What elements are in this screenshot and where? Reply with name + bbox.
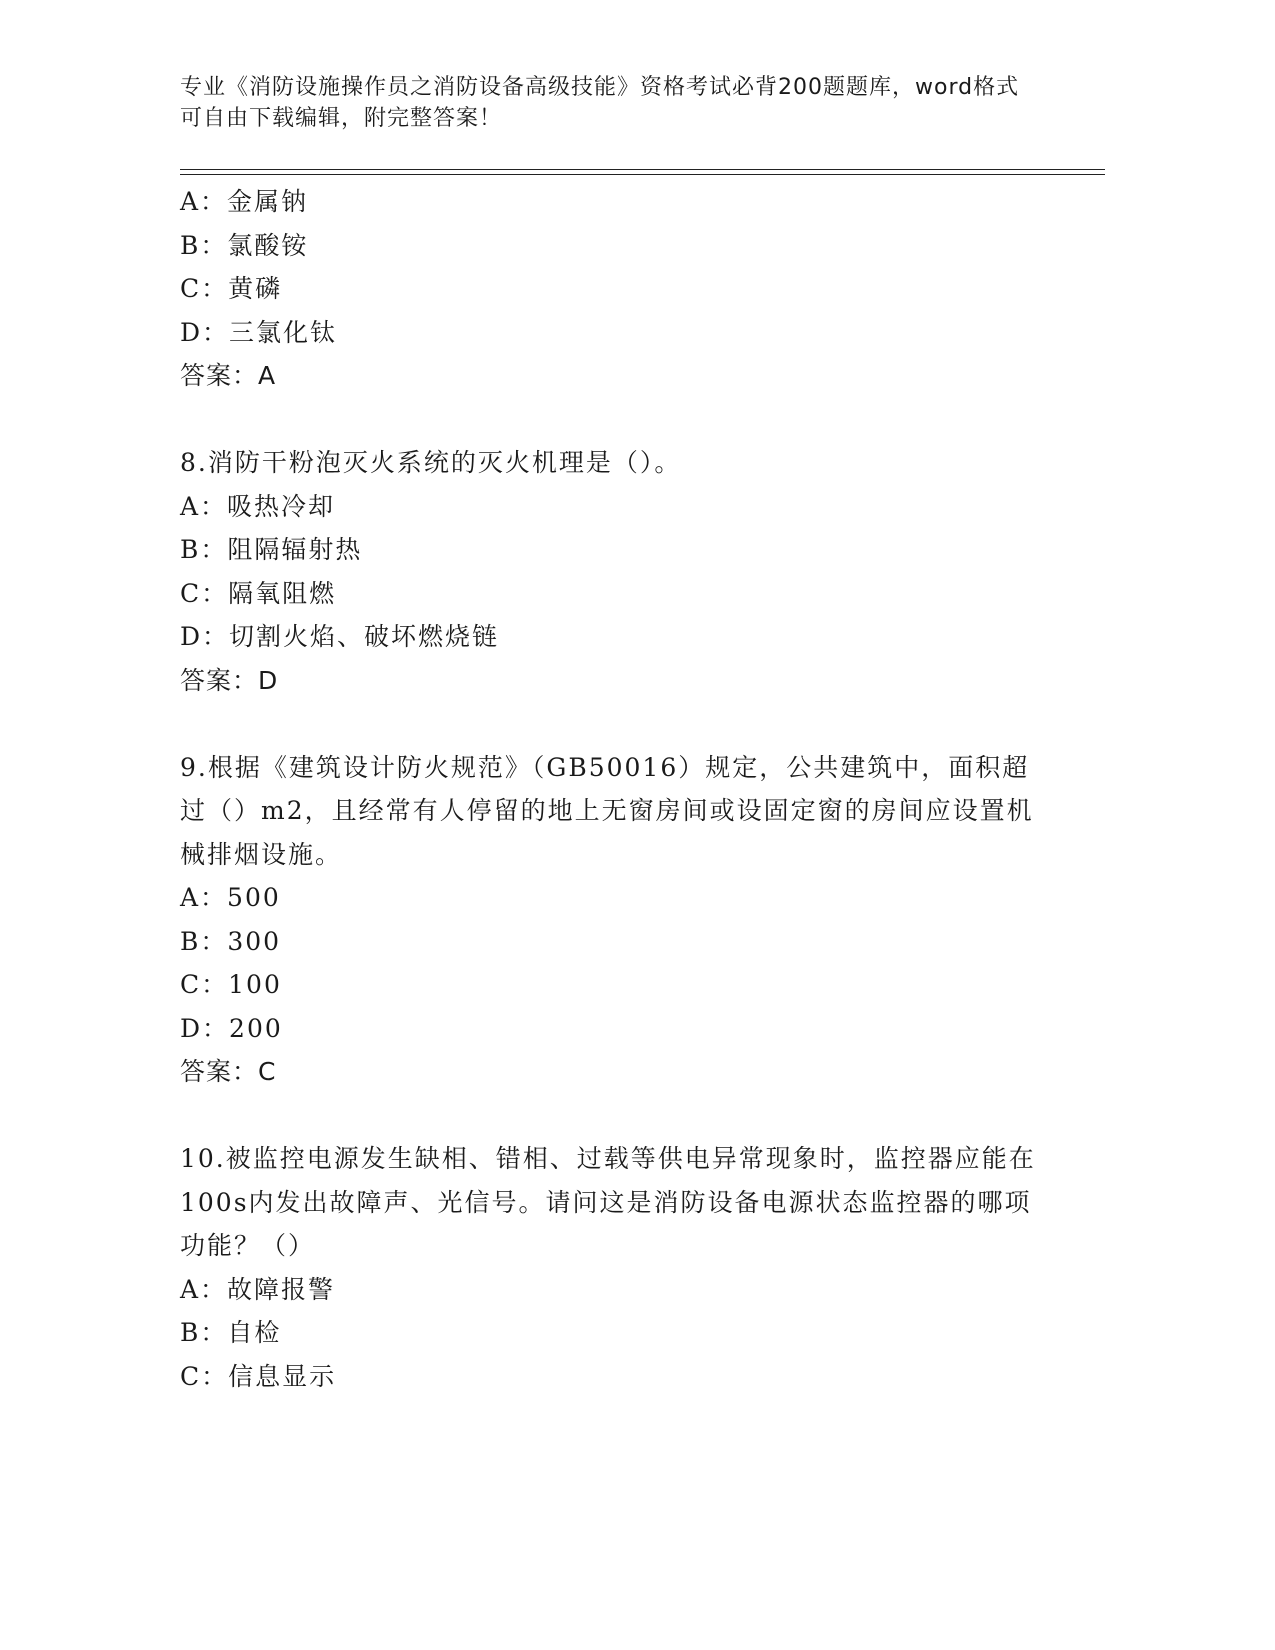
- option-b: B：300: [180, 926, 282, 956]
- question-block-7: [180, 180, 1040, 398]
- option-a: A：500: [180, 883, 281, 912]
- question-block-10: [180, 1137, 1040, 1398]
- option-a: A：金属钠: [180, 187, 309, 216]
- spacer: [180, 1094, 1040, 1138]
- header-rule-top: [180, 169, 1105, 170]
- answer-line: 答案：C: [180, 1057, 277, 1086]
- header-rule-bottom: [180, 174, 1105, 175]
- option-b: B：氯酸铵: [180, 230, 309, 260]
- document-content: [180, 180, 1040, 1398]
- question-block-9: [180, 746, 1040, 1094]
- option-a: A：故障报警: [180, 1274, 336, 1304]
- question-block-8: [180, 441, 1040, 702]
- question-text: 10.被监控电源发生缺相、错相、过载等供电异常现象时，监控器应能在100s内发出故障声、光信号。请问这是消防设备电源状态监控器的哪项功能？（）: [180, 1144, 1036, 1260]
- spacer: [180, 398, 1040, 442]
- question-text: 8.消防干粉泡灭火系统的灭火机理是（）。: [180, 448, 682, 477]
- option-d: D：切割火焰、破坏燃烧链: [180, 622, 500, 651]
- option-a: A：吸热冷却: [180, 491, 336, 521]
- answer-line: 答案：D: [180, 665, 279, 695]
- option-c: C：100: [180, 970, 282, 999]
- question-text: 9.根据《建筑设计防火规范》（GB50016）规定，公共建筑中，面积超过（）m2，且经常有人停留的地上无窗房间或设固定窗的房间应设置机械排烟设施。: [180, 752, 1034, 869]
- document-header: 专业《消防设施操作员之消防设备高级技能》资格考试必背200题题库，word格式可自由下载编辑，附完整答案！: [180, 75, 1020, 131]
- answer-line: 答案：A: [180, 361, 277, 390]
- option-b: B：自检: [180, 1318, 282, 1347]
- option-c: C：黄磷: [180, 274, 283, 303]
- option-b: B：阻隔辐射热: [180, 535, 363, 564]
- option-c: C：隔氧阻燃: [180, 578, 337, 608]
- option-d: D：200: [180, 1013, 283, 1043]
- spacer: [180, 702, 1040, 746]
- option-d: D：三氯化钛: [180, 317, 338, 347]
- option-c: C：信息显示: [180, 1361, 337, 1391]
